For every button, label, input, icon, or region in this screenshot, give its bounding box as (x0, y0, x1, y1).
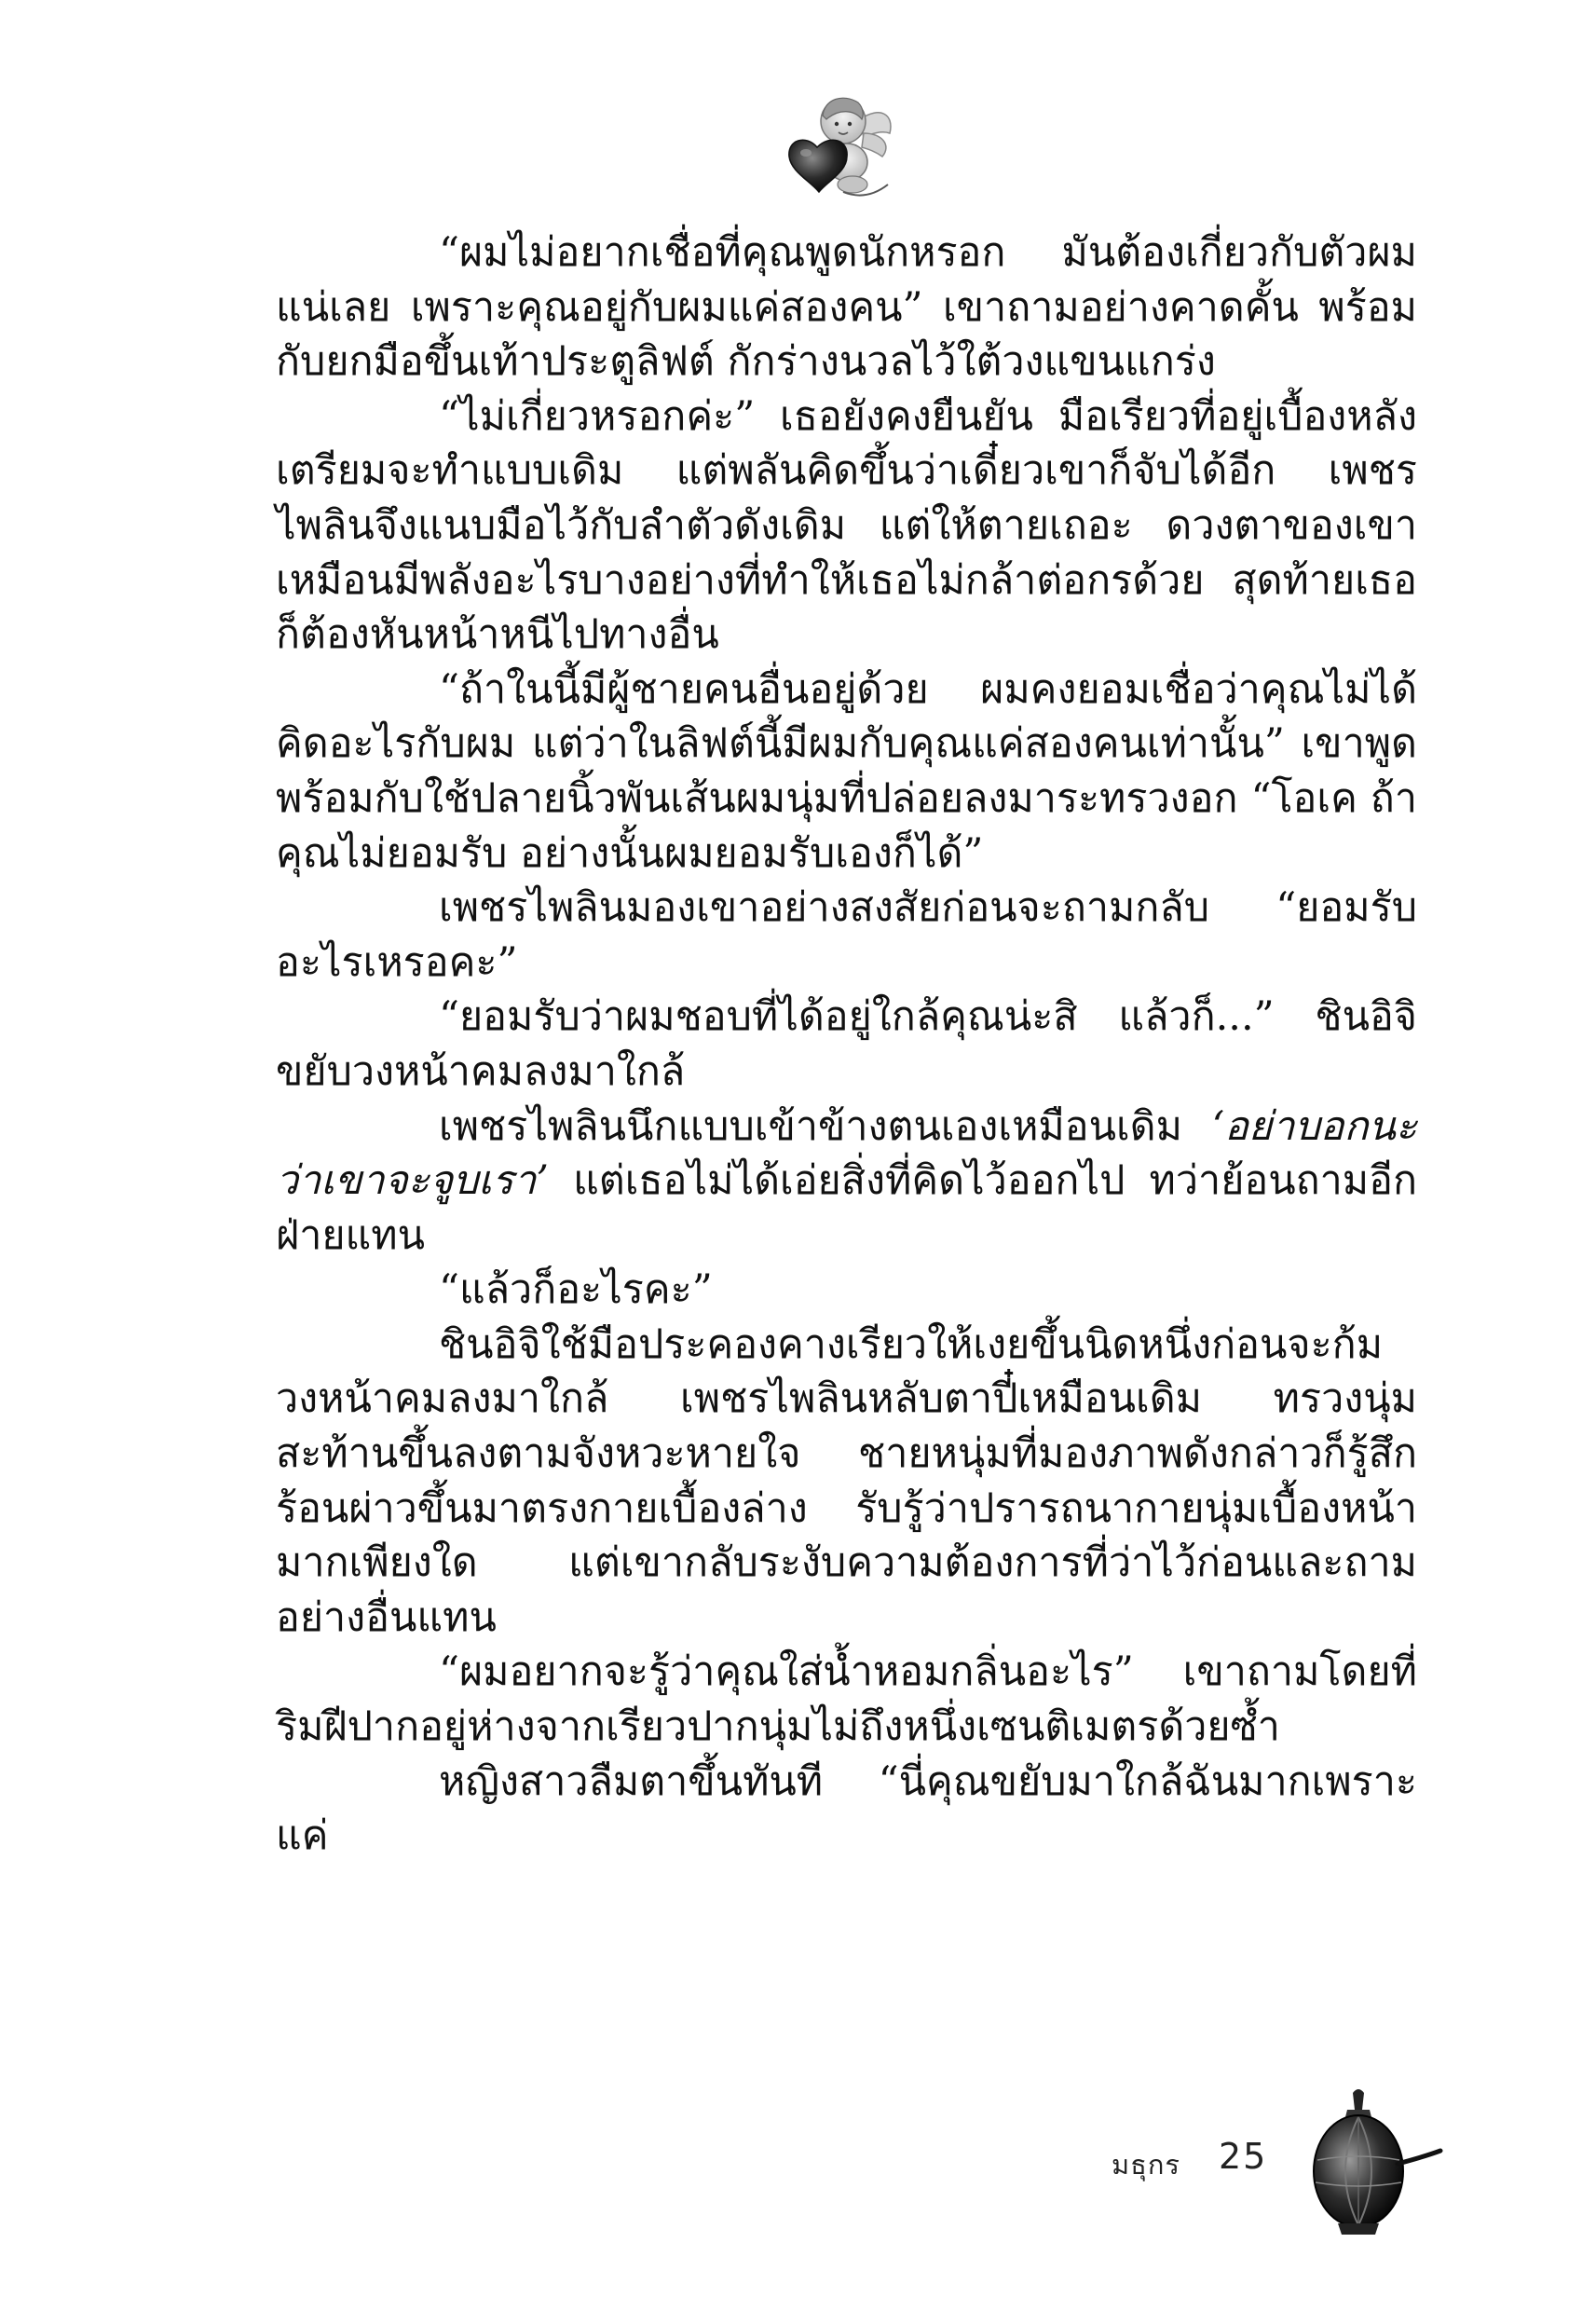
paragraph-text: แต่เธอไม่ได้เอ่ยสิ่งที่คิดไว้ออกไป ทว่าย้อนถามอีกฝ่ายแทน (276, 1157, 1417, 1259)
lantern-icon (1304, 2085, 1444, 2244)
paragraph-text: “ผมไม่อยากเชื่อที่คุณพูดนักหรอก มันต้องเกี่ยวกับตัวผมแน่เลย เพราะคุณอยู่กับผมแค่สองคน” เขาถามอย่างคาดคั้น พร้อมกับยกมือขึ้นเท้าประตูลิฟต์ กักร่างนวลไว้ใต้วงแขนแกร่ง (276, 229, 1417, 386)
paragraph-text: ชินอิจิใช้มือประคองคางเรียวให้เงยขึ้นนิดหนึ่งก่อนจะก้มวงหน้าคมลงมาใกล้ เพชรไพลินหลับตาปี๋เหมือนเดิม ทรวงนุ่มสะท้านขึ้นลงตามจังหวะหายใจ ชายหนุ่มที่มองภาพดังกล่าวก็รู้สึกร้อนผ่าวขึ้นมาตรงกายเบื้องล่าง รับรู้ว่าปรารถนากายนุ่มเบื้องหน้ามากเพียงใด แต่เขากลับระงับความต้องการที่ว่าไว้ก่อนและถามอย่างอื่นแทน (276, 1320, 1417, 1641)
paragraph (276, 1318, 1417, 1646)
page-number: 25 (1219, 2136, 1268, 2177)
paragraph (276, 1645, 1417, 1754)
cupid-heart-icon (778, 82, 899, 203)
paragraph (276, 1755, 1417, 1864)
paragraph (276, 226, 1417, 390)
italic-thought-text: ‘อย่าบอกนะว่าเขาจะจูบเรา’ (276, 1102, 1417, 1205)
paragraph-text: “ถ้าในนี้มีผู้ชายคนอื่นอยู่ด้วย ผมคงยอมเชื่อว่าคุณไม่ได้คิดอะไรกับผม แต่ว่าในลิฟต์นี้มีผมกับคุณแค่สองคนเท่านั้น” เขาพูดพร้อมกับใช้ปลายนิ้วพันเส้นผมนุ่มที่ปล่อยลงมาระทรวงอก “โอเค ถ้าคุณไม่ยอมรับ อย่างนั้นผมยอมรับเองก็ได้” (276, 665, 1417, 877)
paragraph (276, 663, 1417, 881)
paragraph (276, 390, 1417, 663)
footer-book-title: มธุกร (1112, 2149, 1180, 2181)
paragraph (276, 881, 1417, 990)
paragraph (276, 990, 1417, 1099)
paragraph-text: “ไม่เกี่ยวหรอกค่ะ” เธอยังคงยืนยัน มือเรียวที่อยู่เบื้องหลังเตรียมจะทำแบบเดิม แต่พลันคิดขึ้นว่าเดี๋ยวเขาก็จับได้อีก เพชรไพลินจึงแนบมือไว้กับลำตัวดังเดิม แต่ให้ตายเถอะ ดวงตาของเขาเหมือนมีพลังอะไรบางอย่างที่ทำให้เธอไม่กล้าต่อกรด้วย สุดท้ายเธอก็ต้องหันหน้าหนีไปทางอื่น (276, 392, 1417, 659)
body-text (276, 226, 1417, 1864)
paragraph-text: “ผมอยากจะรู้ว่าคุณใส่น้ำหอมกลิ่นอะไร” เขาถามโดยที่ริมฝีปากอยู่ห่างจากเรียวปากนุ่มไม่ถึงหนึ่งเซนติเมตรด้วยซ้ำ (276, 1648, 1417, 1751)
paragraph-text: หญิงสาวลืมตาขึ้นทันที “นี่คุณขยับมาใกล้ฉันมากเพราะแค่ (276, 1757, 1417, 1860)
paragraph-text: เพชรไพลินมองเขาอย่างสงสัยก่อนจะถามกลับ “ยอมรับอะไรเหรอคะ” (276, 884, 1417, 986)
paragraph-text: เพชรไพลินนึกแบบเข้าข้างตนเองเหมือนเดิม (439, 1102, 1212, 1150)
paragraph (276, 1100, 1417, 1264)
paragraph-text: “ยอมรับว่าผมชอบที่ได้อยู่ใกล้คุณน่ะสิ แล้วก็...” ชินอิจิขยับวงหน้าคมลงมาใกล้ (276, 993, 1417, 1095)
paragraph (276, 1263, 1417, 1318)
paragraph-text: “แล้วก็อะไรคะ” (439, 1266, 713, 1314)
